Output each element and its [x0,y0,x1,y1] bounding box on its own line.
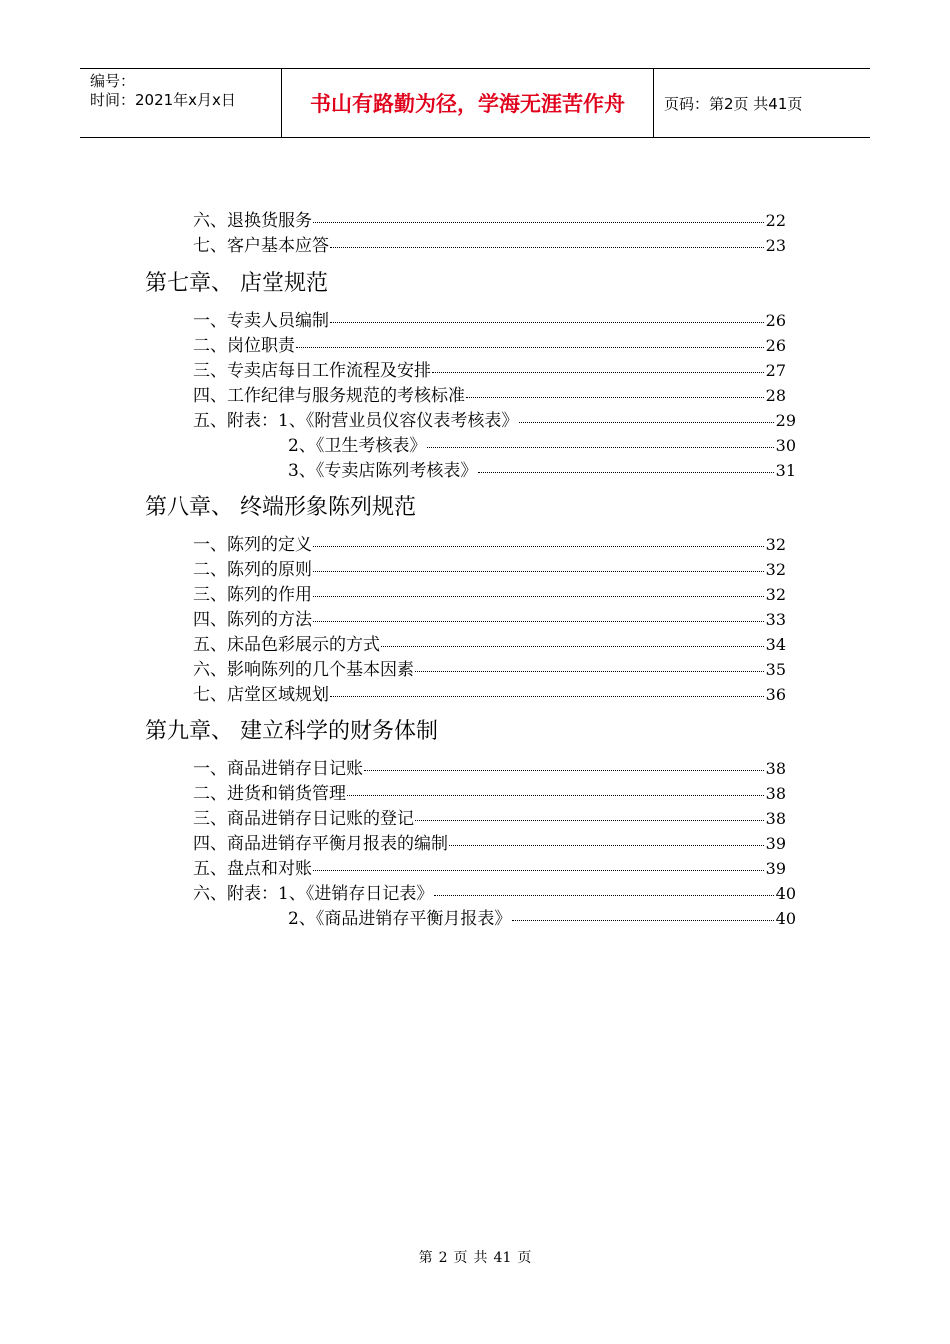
toc-entry-page: 32 [765,585,786,604]
toc-leader-dots [427,447,773,448]
toc-entry-page: 28 [765,386,786,405]
toc-entry-text: 四、工作纪律与服务规范的考核标准 [193,386,465,406]
toc-leader-dots [512,920,773,921]
toc-entry-text: 三、陈列的作用 [193,585,312,605]
toc-entry[interactable] [193,607,786,632]
footer-text: 第 [418,1250,433,1266]
toc-entry-text: 一、专卖人员编制 [193,311,329,331]
toc-entry[interactable] [193,333,786,358]
toc-leader-dots [434,895,773,896]
toc-entry-page: 27 [765,361,786,380]
toc-entry[interactable] [288,906,796,931]
toc-leader-dots [313,596,764,597]
toc-entry-page: 35 [765,660,786,679]
toc-entry-text: 六、退换货服务 [193,211,312,231]
toc-entry-text: 四、陈列的方法 [193,610,312,630]
toc-leader-dots [415,820,764,821]
toc-entry-text: 三、商品进销存日记账的登记 [193,809,414,829]
toc-leader-dots [381,646,764,647]
toc-leader-dots [313,571,764,572]
toc-entry-page: 34 [765,635,786,654]
page-header [80,68,870,138]
footer-text: 页 [453,1250,468,1266]
toc-entry[interactable] [193,308,786,333]
toc-entry-page: 38 [765,759,786,778]
header-motto: 书山有路勤为径，学海无涯苦作舟 [282,69,654,137]
toc-entry-text: 三、专卖店每日工作流程及安排 [193,361,431,381]
toc-entry[interactable] [193,557,786,582]
toc-entry-text: 五、附表：1、《附营业员仪容仪表考核表》 [193,411,519,431]
toc-entry-page: 26 [765,336,786,355]
toc-leader-dots [364,770,764,771]
toc-entry-text: 二、岗位职责 [193,336,295,356]
header-meta [80,69,282,137]
toc-entry-page: 32 [765,535,786,554]
toc-entry[interactable] [193,831,786,856]
toc-entry-text: 2、《商品进销存平衡月报表》 [288,909,512,929]
toc-entry-text: 六、影响陈列的几个基本因素 [193,660,414,680]
toc-chapter-title[interactable]: 第七章、 店堂规范 [145,271,328,296]
toc-entry-page: 22 [765,211,786,230]
toc-entry-text: 六、附表：1、《进销存日记表》 [193,884,434,904]
toc-entry-text: 二、陈列的原则 [193,560,312,580]
footer-current-page: 2 [438,1250,448,1266]
toc-leader-dots [478,472,773,473]
footer-total-pages: 41 [493,1250,512,1266]
toc-leader-dots [313,870,764,871]
footer-text: 共 [473,1250,488,1266]
toc-entry[interactable] [193,806,786,831]
toc-entry-page: 30 [775,436,796,455]
toc-leader-dots [519,422,773,423]
footer-text: 页 [517,1250,532,1266]
toc-entry[interactable] [193,781,786,806]
toc-entry[interactable] [193,532,786,557]
header-page-info: 页码：第2页 共41页 [664,94,803,113]
toc-entry-page: 32 [765,560,786,579]
toc-entry-page: 40 [775,909,796,928]
toc-entry-text: 七、店堂区域规划 [193,685,329,705]
toc-entry[interactable] [193,881,796,906]
toc-chapter-title[interactable]: 第九章、 建立科学的财务体制 [145,719,438,744]
toc-leader-dots [296,347,764,348]
toc-entry-text: 五、床品色彩展示的方式 [193,635,380,655]
toc-entry[interactable] [288,458,796,483]
toc-entry[interactable] [193,682,786,707]
toc-entry[interactable] [193,756,786,781]
toc-entry[interactable] [288,433,796,458]
toc-entry-text: 七、客户基本应答 [193,236,329,256]
toc-entry-page: 39 [765,834,786,853]
page-footer [0,1247,950,1267]
toc-leader-dots [415,671,764,672]
toc-entry[interactable] [193,408,796,433]
toc-entry-page: 38 [765,809,786,828]
toc-entry-text: 一、商品进销存日记账 [193,759,363,779]
toc-leader-dots [330,247,764,248]
toc-entry-page: 36 [765,685,786,704]
toc-entry-text: 2、《卫生考核表》 [288,436,427,456]
toc-entry-text: 四、商品进销存平衡月报表的编制 [193,834,448,854]
header-number-label: 编号： [90,72,136,90]
toc-entry[interactable] [193,358,786,383]
toc-entry-page: 40 [775,884,796,903]
toc-entry[interactable] [193,856,786,881]
toc-entry[interactable] [193,632,786,657]
toc-leader-dots [313,222,764,223]
toc-entry-text: 五、盘点和对账 [193,859,312,879]
toc-leader-dots [347,795,764,796]
toc-entry-page: 38 [765,784,786,803]
toc-leader-dots [313,546,764,547]
toc-leader-dots [432,372,764,373]
toc-entry-page: 31 [775,461,796,480]
toc-leader-dots [449,845,764,846]
toc-leader-dots [466,397,764,398]
toc-entry[interactable] [193,657,786,682]
toc-leader-dots [330,322,764,323]
toc-entry-text: 3、《专卖店陈列考核表》 [288,461,478,481]
toc-entry-page: 29 [775,411,796,430]
toc-entry[interactable] [193,582,786,607]
toc-chapter-title[interactable]: 第八章、 终端形象陈列规范 [145,495,416,520]
header-time-label: 时间：2021年x月x日 [90,91,236,109]
toc-entry-text: 一、陈列的定义 [193,535,312,555]
toc-entry[interactable] [193,383,786,408]
toc-leader-dots [313,621,764,622]
toc-entry-page: 39 [765,859,786,878]
toc-entry-page: 23 [765,236,786,255]
toc-entry-page: 33 [765,610,786,629]
toc-entry-text: 二、进货和销货管理 [193,784,346,804]
toc-entry-page: 26 [765,311,786,330]
toc-entry[interactable] [193,233,786,258]
toc-entry[interactable] [193,208,786,233]
toc-leader-dots [330,696,764,697]
